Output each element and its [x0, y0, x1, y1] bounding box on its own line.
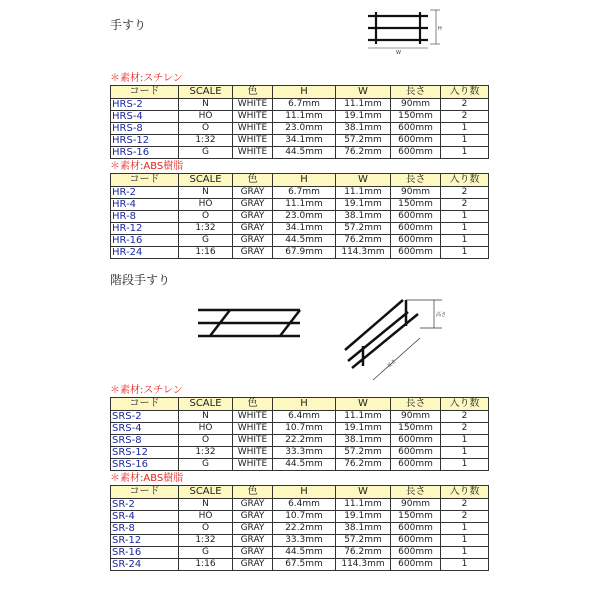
cell: 11.1mm	[336, 99, 391, 111]
column-header: コード	[111, 486, 179, 499]
cell: 57.2mm	[336, 135, 391, 147]
table-row	[111, 247, 489, 259]
cell: 600mm	[391, 435, 441, 447]
column-header: 色	[233, 486, 273, 499]
cell: 1	[441, 123, 489, 135]
cell: 22.2mm	[273, 435, 336, 447]
width-label: W	[396, 50, 401, 56]
page-column	[110, 0, 490, 571]
cell: 600mm	[391, 223, 441, 235]
handrail-tables	[110, 73, 490, 259]
cell: 600mm	[391, 247, 441, 259]
cell: 38.1mm	[336, 523, 391, 535]
table-row	[111, 411, 489, 423]
column-header: W	[336, 174, 391, 187]
cell: 1	[441, 547, 489, 559]
cell: WHITE	[233, 135, 273, 147]
cell: 34.1mm	[273, 135, 336, 147]
cell: G	[179, 147, 233, 159]
cell: 11.1mm	[273, 111, 336, 123]
cell: 1	[441, 147, 489, 159]
table-row	[111, 111, 489, 123]
cell: 1	[441, 135, 489, 147]
cell: G	[179, 459, 233, 471]
cell: 33.3mm	[273, 447, 336, 459]
product-code: SRS-8	[111, 435, 179, 447]
cell: 23.0mm	[273, 123, 336, 135]
cell: 44.5mm	[273, 459, 336, 471]
column-header: 入り数	[441, 174, 489, 187]
material-label: ＊素材:スチレン	[110, 73, 183, 84]
cell: GRAY	[233, 511, 273, 523]
column-header: 長さ	[391, 174, 441, 187]
cell: G	[179, 547, 233, 559]
cell: 6.4mm	[273, 499, 336, 511]
cell: 2	[441, 411, 489, 423]
spec-table	[110, 397, 489, 471]
cell: 19.1mm	[336, 423, 391, 435]
product-code: SRS-16	[111, 459, 179, 471]
cell: 2	[441, 511, 489, 523]
table-row	[111, 523, 489, 535]
cell: 90mm	[391, 499, 441, 511]
column-header: SCALE	[179, 174, 233, 187]
cell: O	[179, 523, 233, 535]
column-header: H	[273, 486, 336, 499]
cell: 1	[441, 559, 489, 571]
product-code: HR-12	[111, 223, 179, 235]
cell: 600mm	[391, 135, 441, 147]
stair-handrail-diagram	[190, 288, 460, 383]
cell: 1:16	[179, 559, 233, 571]
cell: 44.5mm	[273, 147, 336, 159]
cell: GRAY	[233, 523, 273, 535]
table-row	[111, 147, 489, 159]
cell: 1	[441, 235, 489, 247]
cell: 11.1mm	[336, 499, 391, 511]
header-row	[111, 486, 489, 499]
stair-handrail-tables	[110, 385, 490, 571]
header-row	[111, 86, 489, 99]
product-code: HRS-2	[111, 99, 179, 111]
product-code: SRS-2	[111, 411, 179, 423]
header-row	[111, 174, 489, 187]
cell: 600mm	[391, 211, 441, 223]
cell: 11.1mm	[336, 187, 391, 199]
column-header: コード	[111, 86, 179, 99]
column-header: SCALE	[179, 86, 233, 99]
column-header: H	[273, 86, 336, 99]
header-row	[111, 398, 489, 411]
column-header: H	[273, 174, 336, 187]
cell: 150mm	[391, 511, 441, 523]
cell: WHITE	[233, 459, 273, 471]
cell: 600mm	[391, 535, 441, 547]
cell: 150mm	[391, 111, 441, 123]
cell: HO	[179, 511, 233, 523]
cell: 38.1mm	[336, 435, 391, 447]
spec-table	[110, 85, 489, 159]
cell: 11.1mm	[273, 199, 336, 211]
column-header: 入り数	[441, 398, 489, 411]
cell: HO	[179, 423, 233, 435]
cell: 1:16	[179, 247, 233, 259]
cell: 6.7mm	[273, 187, 336, 199]
cell: 10.7mm	[273, 423, 336, 435]
spec-table	[110, 485, 489, 571]
column-header: W	[336, 398, 391, 411]
cell: 22.2mm	[273, 523, 336, 535]
cell: WHITE	[233, 423, 273, 435]
cell: 1	[441, 535, 489, 547]
cell: WHITE	[233, 111, 273, 123]
column-header: 色	[233, 174, 273, 187]
cell: 1	[441, 447, 489, 459]
cell: 2	[441, 187, 489, 199]
table-row	[111, 447, 489, 459]
cell: 19.1mm	[336, 511, 391, 523]
cell: 150mm	[391, 199, 441, 211]
product-code: HR-24	[111, 247, 179, 259]
product-code: SR-12	[111, 535, 179, 547]
material-label: ＊素材:ABS樹脂	[110, 473, 184, 484]
cell: 1	[441, 247, 489, 259]
cell: 67.5mm	[273, 559, 336, 571]
table-row	[111, 511, 489, 523]
cell: 44.5mm	[273, 235, 336, 247]
cell: 1:32	[179, 223, 233, 235]
material-label: ＊素材:スチレン	[110, 385, 183, 396]
cell: GRAY	[233, 247, 273, 259]
cell: WHITE	[233, 99, 273, 111]
cell: 600mm	[391, 547, 441, 559]
cell: 38.1mm	[336, 211, 391, 223]
column-header: 入り数	[441, 86, 489, 99]
cell: 33.3mm	[273, 535, 336, 547]
cell: N	[179, 411, 233, 423]
cell: WHITE	[233, 411, 273, 423]
cell: 1:32	[179, 135, 233, 147]
cell: N	[179, 99, 233, 111]
spacer	[110, 33, 490, 71]
cell: 1	[441, 223, 489, 235]
product-code: SR-24	[111, 559, 179, 571]
product-code: HRS-4	[111, 111, 179, 123]
column-header: H	[273, 398, 336, 411]
column-header: SCALE	[179, 486, 233, 499]
table-row	[111, 459, 489, 471]
table-row	[111, 211, 489, 223]
product-code: HR-16	[111, 235, 179, 247]
section-heading-stair-handrail: 階段手すり	[110, 273, 171, 287]
product-code: HRS-16	[111, 147, 179, 159]
cell: 90mm	[391, 187, 441, 199]
cell: 150mm	[391, 423, 441, 435]
stair-diagram-area	[110, 288, 490, 383]
table-row	[111, 235, 489, 247]
stair-height-label: 高さ	[436, 312, 447, 318]
cell: 34.1mm	[273, 223, 336, 235]
cell: GRAY	[233, 547, 273, 559]
column-header: コード	[111, 174, 179, 187]
cell: 90mm	[391, 99, 441, 111]
cell: 10.7mm	[273, 511, 336, 523]
cell: 67.9mm	[273, 247, 336, 259]
product-code: SR-2	[111, 499, 179, 511]
table-row	[111, 99, 489, 111]
cell: 6.7mm	[273, 99, 336, 111]
cell: 114.3mm	[336, 559, 391, 571]
cell: GRAY	[233, 235, 273, 247]
product-code: HR-2	[111, 187, 179, 199]
cell: 2	[441, 99, 489, 111]
cell: 2	[441, 499, 489, 511]
table-row	[111, 187, 489, 199]
cell: 600mm	[391, 559, 441, 571]
cell: 600mm	[391, 523, 441, 535]
cell: 600mm	[391, 147, 441, 159]
cell: HO	[179, 111, 233, 123]
product-code: HR-4	[111, 199, 179, 211]
column-header: 長さ	[391, 486, 441, 499]
column-header: W	[336, 86, 391, 99]
product-code: SRS-4	[111, 423, 179, 435]
cell: O	[179, 123, 233, 135]
table-row	[111, 135, 489, 147]
column-header: 色	[233, 86, 273, 99]
cell: WHITE	[233, 435, 273, 447]
cell: 1	[441, 459, 489, 471]
table-row	[111, 535, 489, 547]
cell: 2	[441, 199, 489, 211]
cell: G	[179, 235, 233, 247]
cell: 38.1mm	[336, 123, 391, 135]
cell: O	[179, 211, 233, 223]
cell: 600mm	[391, 123, 441, 135]
table-row	[111, 547, 489, 559]
cell: 600mm	[391, 447, 441, 459]
cell: GRAY	[233, 559, 273, 571]
cell: N	[179, 499, 233, 511]
table-row	[111, 223, 489, 235]
column-header: 入り数	[441, 486, 489, 499]
height-label: H	[438, 26, 442, 32]
cell: 57.2mm	[336, 535, 391, 547]
cell: GRAY	[233, 187, 273, 199]
spec-table	[110, 173, 489, 259]
cell: 2	[441, 111, 489, 123]
cell: 57.2mm	[336, 223, 391, 235]
product-code: HRS-8	[111, 123, 179, 135]
product-code: HRS-12	[111, 135, 179, 147]
cell: HO	[179, 199, 233, 211]
product-code: SR-4	[111, 511, 179, 523]
cell: WHITE	[233, 447, 273, 459]
cell: 76.2mm	[336, 547, 391, 559]
cell: 90mm	[391, 411, 441, 423]
cell: 114.3mm	[336, 247, 391, 259]
cell: 11.1mm	[336, 411, 391, 423]
cell: 76.2mm	[336, 147, 391, 159]
cell: 1:32	[179, 535, 233, 547]
cell: 57.2mm	[336, 447, 391, 459]
table-row	[111, 199, 489, 211]
cell: 600mm	[391, 235, 441, 247]
material-label: ＊素材:ABS樹脂	[110, 161, 184, 172]
column-header: 長さ	[391, 86, 441, 99]
cell: GRAY	[233, 499, 273, 511]
product-code: SRS-12	[111, 447, 179, 459]
cell: 1	[441, 523, 489, 535]
cell: 76.2mm	[336, 459, 391, 471]
cell: 1	[441, 211, 489, 223]
product-code: HR-8	[111, 211, 179, 223]
cell: 600mm	[391, 459, 441, 471]
stair-length-label: 長さ	[386, 358, 398, 370]
cell: 1:32	[179, 447, 233, 459]
product-code: SR-16	[111, 547, 179, 559]
cell: 6.4mm	[273, 411, 336, 423]
table-row	[111, 123, 489, 135]
section-heading-handrail: 手すり	[110, 18, 147, 32]
cell: GRAY	[233, 223, 273, 235]
table-row	[111, 435, 489, 447]
cell: WHITE	[233, 123, 273, 135]
cell: GRAY	[233, 199, 273, 211]
cell: 44.5mm	[273, 547, 336, 559]
column-header: SCALE	[179, 398, 233, 411]
table-row	[111, 559, 489, 571]
cell: GRAY	[233, 211, 273, 223]
cell: 19.1mm	[336, 199, 391, 211]
cell: 1	[441, 435, 489, 447]
column-header: コード	[111, 398, 179, 411]
column-header: 長さ	[391, 398, 441, 411]
column-header: W	[336, 486, 391, 499]
cell: 76.2mm	[336, 235, 391, 247]
cell: N	[179, 187, 233, 199]
table-row	[111, 423, 489, 435]
cell: WHITE	[233, 147, 273, 159]
table-row	[111, 499, 489, 511]
cell: 23.0mm	[273, 211, 336, 223]
cell: 19.1mm	[336, 111, 391, 123]
product-code: SR-8	[111, 523, 179, 535]
cell: 2	[441, 423, 489, 435]
column-header: 色	[233, 398, 273, 411]
cell: GRAY	[233, 535, 273, 547]
cell: O	[179, 435, 233, 447]
